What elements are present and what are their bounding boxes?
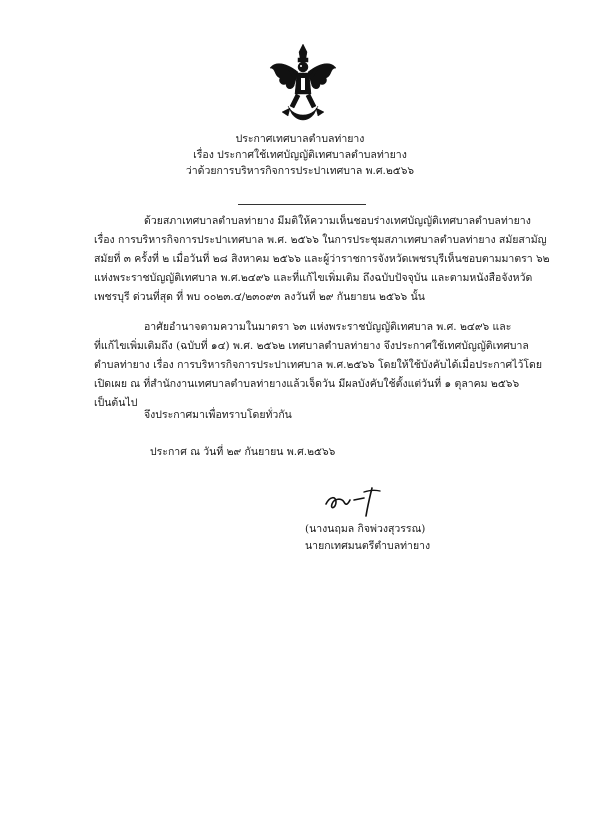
paragraph-line: เรื่อง การบริหารกิจการประปาเทศบาล พ.ศ. ๒๕๖๖ ในการประชุมสภาเทศบาลตำบลท่ายาง สมัยสามัญ [94,234,547,246]
paragraph-line: เป็นต้นไป [94,397,138,409]
header-divider [238,204,366,205]
signer-block [305,521,430,555]
paragraph-line: สมัยที่ ๓ ครั้งที่ ๒ เมื่อวันที่ ๒๘ สิงหาคม ๒๕๖๖ และผู้ว่าราชการจังหวัดเพชรบุรีเห็นชอบตามมาตรา ๖๒ [94,253,550,265]
announcement-date: ประกาศ ณ วันที่ ๒๙ กันยายน พ.ศ.๒๕๖๖ [150,446,336,458]
paragraph-closing [94,406,564,425]
header-subject-detail: ว่าด้วยการบริหารกิจการประปาเทศบาล พ.ศ.๒๕๖๖ [185,165,415,177]
signer-name: (นางนฤมล กิจพ่วงสุวรรณ) [305,523,426,535]
paragraph-line: เพชรบุรี ด่วนที่สุด ที่ พบ ๐๐๒๓.๔/๒๓๐๙๓ ลงวันที่ ๒๙ กันยายน ๒๕๖๖ นั้น [94,291,425,303]
signer-title: นายกเทศมนตรีตำบลท่ายาง [305,540,431,552]
header-subject: เรื่อง ประกาศใช้เทศบัญญัติเทศบาลตำบลท่ายาง [193,149,407,161]
paragraph-line: ด้วยสภาเทศบาลตำบลท่ายาง มีมติให้ความเห็นชอบร่างเทศบัญญัติเทศบาลตำบลท่ายาง [144,215,531,227]
paragraph-line: เปิดเผย ณ ที่สำนักงานเทศบาลตำบลท่ายางแล้วเจ็ดวัน มีผลบังคับใช้ตั้งแต่วันที่ ๑ ตุลาคม ๒๕๖๖ [94,378,520,390]
paragraph-line: ที่แก้ไขเพิ่มเติมถึง (ฉบับที่ ๑๔) พ.ศ. ๒๕๖๒ เทศบาลตำบลท่ายาง จึงประกาศใช้เทศบัญญัติเทศบาล [94,340,529,352]
handwritten-signature [320,482,400,522]
paragraph-authority [94,318,564,413]
paragraph-line: แห่งพระราชบัญญัติเทศบาล พ.ศ.๒๔๙๖ และที่แก้ไขเพิ่มเติม ถึงฉบับปัจจุบัน และตามหนังสือจังหวัด [94,272,533,284]
header-title: ประกาศเทศบาลตำบลท่ายาง [235,133,365,145]
announcement-header [100,131,500,179]
garuda-emblem-icon [268,42,338,124]
paragraph-line: ตำบลท่ายาง เรื่อง การบริหารกิจการประปาเทศบาล พ.ศ.๒๕๖๖ โดยให้ใช้บังคับได้เมื่อประกาศไว้โดย [94,359,542,371]
closing-line: จึงประกาศมาเพื่อทราบโดยทั่วกัน [144,409,292,421]
paragraph-resolution [94,212,564,307]
paragraph-line: อาศัยอำนาจตามความในมาตรา ๖๓ แห่งพระราชบัญญัติเทศบาล พ.ศ. ๒๔๙๖ และ [144,321,512,333]
